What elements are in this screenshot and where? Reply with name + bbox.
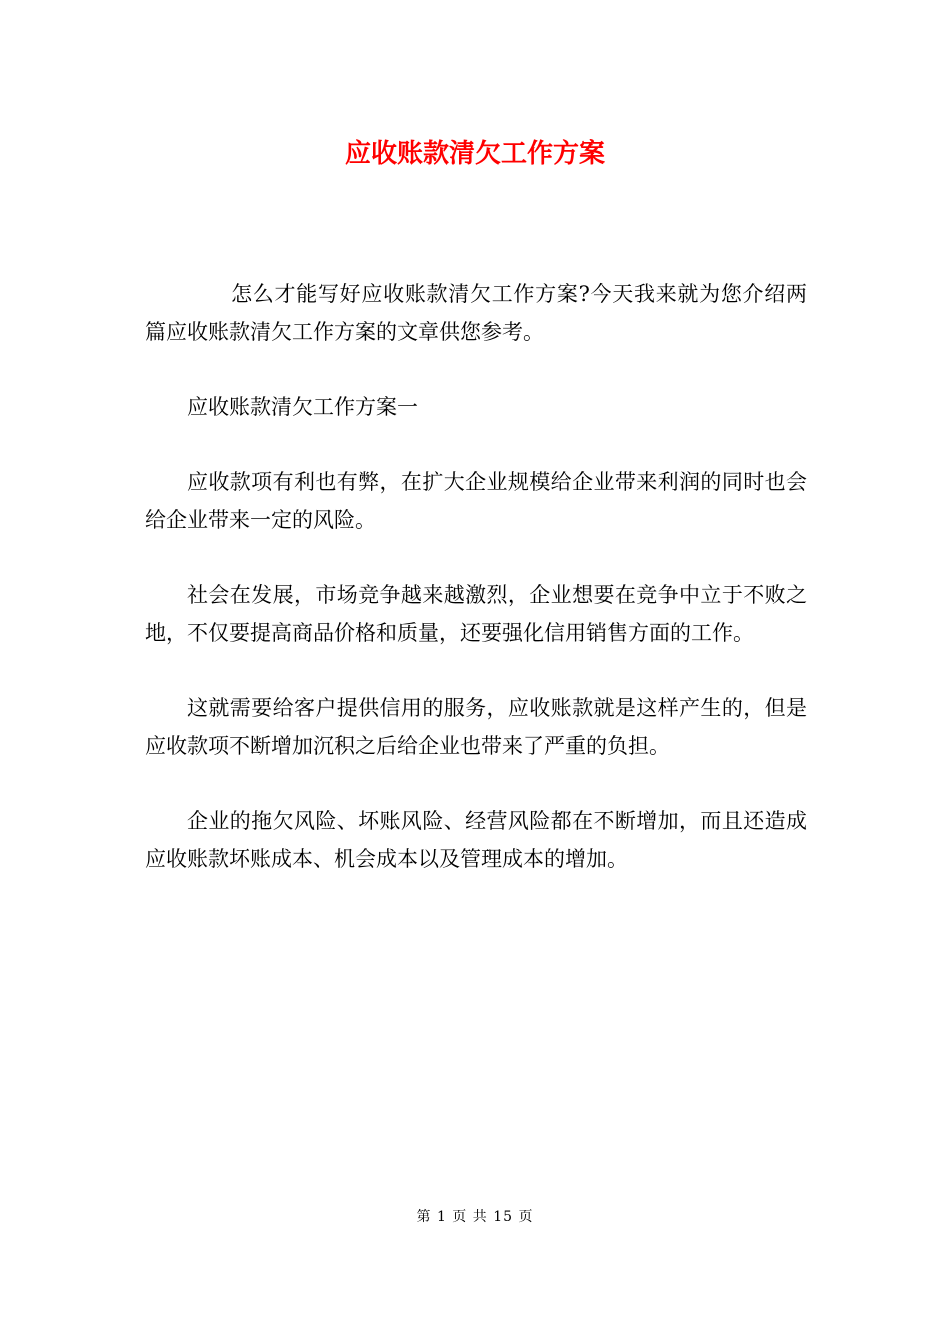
page-number-footer: 第 1 页 共 15 页: [416, 1209, 534, 1225]
body-paragraph: 社会在发展，市场竞争越来越激烈，企业想要在竞争中立于不败之地，不仅要提高商品价格和质量，还要强化信用销售方面的工作。: [145, 583, 807, 645]
document-title: 应收账款清欠工作方案: [344, 139, 605, 169]
document-body: [145, 275, 807, 915]
intro-paragraph: 怎么才能写好应收账款清欠工作方案?今天我来就为您介绍两篇应收账款清欠工作方案的文章供您参考。: [145, 282, 807, 344]
body-paragraph: 应收款项有利也有弊，在扩大企业规模给企业带来利润的同时也会给企业带来一定的风险。: [145, 470, 807, 532]
body-paragraph: 企业的拖欠风险、坏账风险、经营风险都在不断增加，而且还造成应收账款坏账成本、机会成本以及管理成本的增加。: [145, 809, 807, 871]
body-paragraph: 这就需要给客户提供信用的服务，应收账款就是这样产生的，但是应收款项不断增加沉积之后给企业也带来了严重的负担。: [145, 696, 807, 758]
section-heading: 应收账款清欠工作方案一: [187, 395, 418, 419]
